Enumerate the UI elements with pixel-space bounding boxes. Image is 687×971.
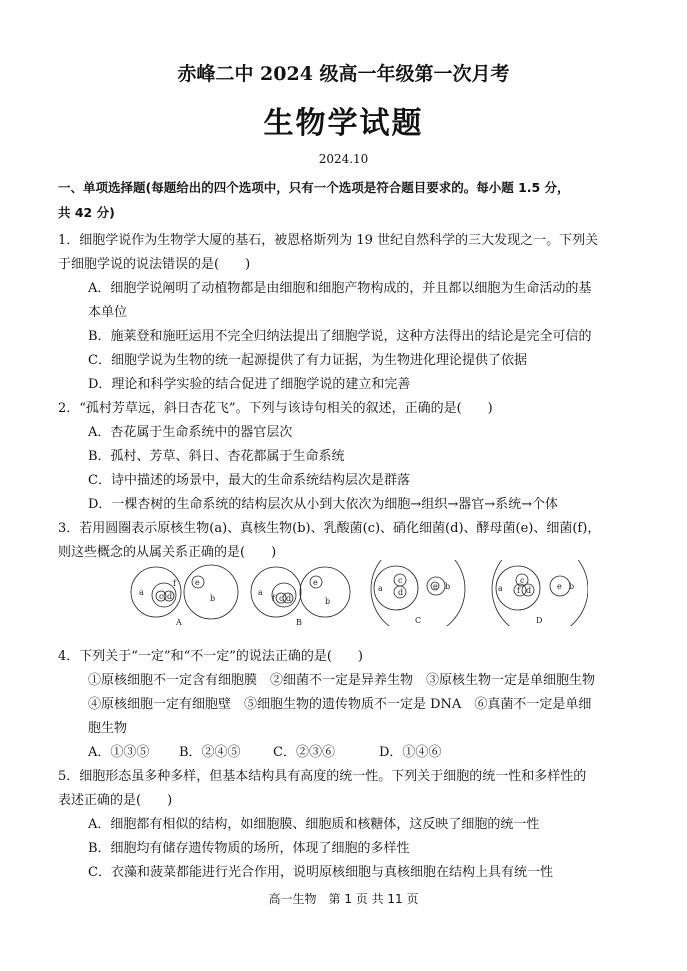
q5-stem-line2: 表述正确的是( ) xyxy=(58,793,173,808)
q2-option-b: B．孤村、芳草、斜日、杏花都属于生命系统 xyxy=(88,449,345,464)
svg-text:b: b xyxy=(569,582,575,591)
q2-stem: 2．“孤村芳草远，斜日杏花飞”。下列与该诗句相关的叙述，正确的是( ) xyxy=(58,401,493,416)
q1-option-c: C．细胞学说为生物的统一起源提供了有力证据，为生物进化理论提供了依据 xyxy=(88,353,527,368)
svg-text:a: a xyxy=(378,584,383,593)
q3-venn-figure xyxy=(128,560,588,626)
section-heading-line1: 一、单项选择题(每题给出的四个选项中，只有一个选项是符合题目要求的。每小题 1.5 分， xyxy=(58,180,570,195)
q5-option-c: C．衣藻和菠菜都能进行光合作用，说明原核细胞与真核细胞在结构上具有统一性 xyxy=(88,865,553,880)
svg-text:e: e xyxy=(313,578,318,587)
svg-text:f: f xyxy=(272,594,275,603)
svg-text:c: c xyxy=(279,594,284,603)
svg-text:a: a xyxy=(498,584,503,593)
svg-text:e: e xyxy=(557,582,562,591)
venn-option-a xyxy=(131,565,238,619)
q3-stem-line2: 则这些概念的从属关系正确的是( ) xyxy=(58,545,277,560)
q2-option-a: A．杏花属于生命系统中的器官层次 xyxy=(88,425,293,440)
q4-answer-d: D．①④⑥ xyxy=(379,745,442,760)
school-exam-title: 赤峰二中 2024 级高一年级第一次月考 xyxy=(177,63,510,85)
svg-text:b: b xyxy=(325,597,331,606)
venn-label-b: B xyxy=(296,618,302,626)
svg-text:a: a xyxy=(258,588,263,597)
svg-text:a: a xyxy=(139,588,144,597)
exam-date: 2024.10 xyxy=(318,152,369,166)
venn-label-d: D xyxy=(536,616,543,625)
q1-option-a-cont: 本单位 xyxy=(88,305,128,320)
q1-option-a: A．细胞学说阐明了动植物都是由细胞和细胞产物构成的，并且都以细胞为生命活动的基 xyxy=(88,281,592,296)
q1-option-b: B．施莱登和施旺运用不完全归纳法提出了细胞学说，这种方法得出的结论是完全可信的 xyxy=(88,329,592,344)
q2-option-c: C．诗中描述的场景中，最大的生命系统结构层次是群落 xyxy=(88,473,410,488)
svg-text:e: e xyxy=(195,578,200,587)
q4-answer-a: A．①③⑤ xyxy=(88,745,150,760)
q1-option-d: D．理论和科学实验的结合促进了细胞学说的建立和完善 xyxy=(88,377,411,392)
svg-text:f: f xyxy=(517,586,520,595)
svg-text:f: f xyxy=(173,579,176,588)
svg-text:c: c xyxy=(159,592,164,601)
q1-stem-line1: 1．细胞学说作为生物学大厦的基石，被恩格斯列为 19 世纪自然科学的三大发现之一。下列关 xyxy=(58,233,599,248)
q4-statement-line1: ①原核细胞不一定含有细胞膜 ②细菌不一定是异养生物 ③原核生物一定是单细胞生物 xyxy=(88,673,596,688)
venn-label-c: C xyxy=(415,616,422,625)
svg-text:c: c xyxy=(520,576,525,585)
q4-statement-line3: 胞生物 xyxy=(88,721,128,736)
q5-option-a: A．细胞都有相似的结构，如细胞膜、细胞质和核糖体，这反映了细胞的统一性 xyxy=(88,817,540,832)
subject-title: 生物学试题 xyxy=(263,106,424,141)
svg-text:d: d xyxy=(398,588,404,597)
q4-statement-line2: ④原核细胞一定有细胞壁 ⑤细胞生物的遗传物质不一定是 DNA ⑥真菌不一定是单细 xyxy=(88,697,592,712)
svg-text:b: b xyxy=(210,594,216,603)
q2-option-d: D．一棵杏树的生命系统的结构层次从小到大依次为细胞→组织→器官→系统→个体 xyxy=(88,497,558,512)
section-heading-line2: 共 42 分) xyxy=(58,205,115,220)
q5-stem-line1: 5．细胞形态虽多种多样，但基本结构具有高度的统一性。下列关于细胞的统一性和多样性的 xyxy=(58,769,587,784)
svg-text:e: e xyxy=(433,582,438,591)
svg-text:d: d xyxy=(526,586,532,595)
q4-answer-b: B．②④⑤ xyxy=(179,745,241,760)
q4-answer-c: C．②③⑥ xyxy=(273,745,335,760)
svg-text:c: c xyxy=(398,576,403,585)
venn-label-a: A xyxy=(176,618,182,626)
venn-option-b xyxy=(251,567,350,617)
q5-option-b: B．细胞均有储存遗传物质的场所，体现了细胞的多样性 xyxy=(88,841,410,856)
q1-stem-line2: 于细胞学说的说法错误的是( ) xyxy=(58,257,251,272)
svg-text:d: d xyxy=(167,592,173,601)
svg-text:b: b xyxy=(445,582,451,591)
q4-stem: 4．下列关于“一定”和“不一定”的说法正确的是( ) xyxy=(58,649,363,664)
svg-text:d: d xyxy=(286,594,292,603)
page-footer: 高一生物 第 1 页 共 11 页 xyxy=(268,892,419,906)
q3-stem-line1: 3．若用圆圈表示原核生物(a)、真核生物(b)、乳酸菌(c)、硝化细菌(d)、酵母菌(e)、细菌(f)， xyxy=(58,521,601,536)
